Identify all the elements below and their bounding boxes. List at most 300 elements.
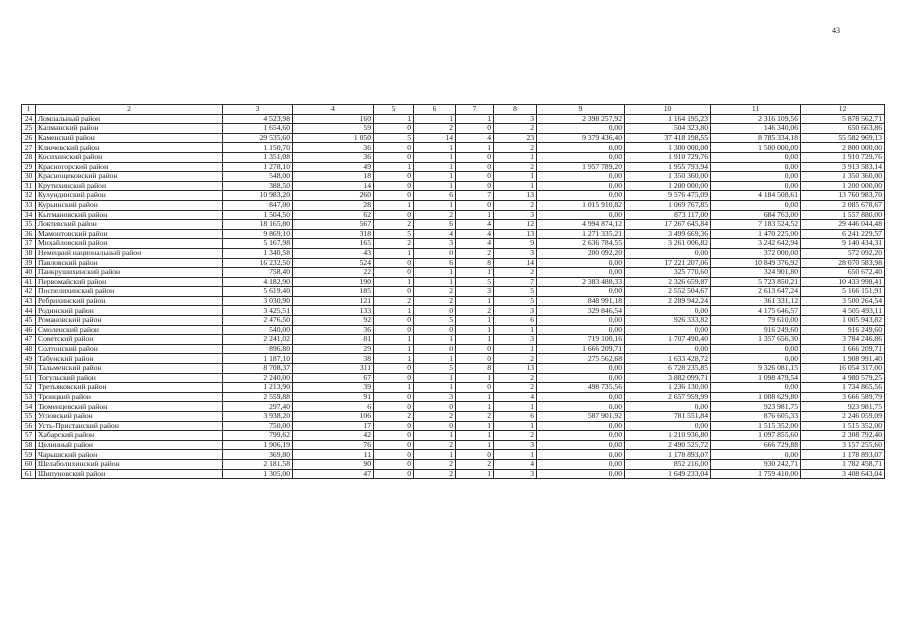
value-6-cell: 6 bbox=[414, 191, 456, 201]
value-3-cell: 18 165,80 bbox=[223, 220, 293, 230]
value-9-cell: 0,00 bbox=[537, 431, 625, 441]
value-10-cell: 926 333,82 bbox=[625, 316, 711, 326]
row-number-cell: 25 bbox=[22, 124, 36, 134]
value-4-cell: 81 bbox=[293, 335, 374, 345]
value-5-cell: 0 bbox=[374, 181, 414, 191]
table-row bbox=[22, 181, 885, 191]
table-row bbox=[22, 152, 885, 162]
value-4-cell: 91 bbox=[293, 392, 374, 402]
value-5-cell: 0 bbox=[374, 287, 414, 297]
value-3-cell: 1 340,58 bbox=[223, 248, 293, 258]
value-12-cell: 3 666 589,79 bbox=[801, 392, 885, 402]
value-4-cell: 36 bbox=[293, 143, 374, 153]
value-10-cell: 1 236 130,00 bbox=[625, 383, 711, 393]
value-5-cell: 1 bbox=[374, 354, 414, 364]
district-name-cell: Советский район bbox=[36, 335, 223, 345]
value-4-cell: 49 bbox=[293, 162, 374, 172]
value-5-cell: 0 bbox=[374, 459, 414, 469]
value-11-cell: 684 763,00 bbox=[711, 210, 801, 220]
row-number-cell: 54 bbox=[22, 402, 36, 412]
value-6-cell: 5 bbox=[414, 316, 456, 326]
value-7-cell: 0 bbox=[456, 450, 494, 460]
value-3-cell: 2 181,58 bbox=[223, 459, 293, 469]
value-7-cell: 1 bbox=[456, 440, 494, 450]
district-name-cell: Калманский район bbox=[36, 124, 223, 134]
value-8-cell: 2 bbox=[494, 124, 537, 134]
value-12-cell: 28 070 583,98 bbox=[801, 258, 885, 268]
row-number-cell: 38 bbox=[22, 248, 36, 258]
district-name-cell: Косихинский район bbox=[36, 152, 223, 162]
value-6-cell: 1 bbox=[414, 143, 456, 153]
value-6-cell: 1 bbox=[414, 450, 456, 460]
value-6-cell: 1 bbox=[414, 181, 456, 191]
value-9-cell: 0,00 bbox=[537, 325, 625, 335]
value-12-cell: 3 913 583,14 bbox=[801, 162, 885, 172]
column-header: 12 bbox=[801, 105, 885, 115]
value-7-cell: 0 bbox=[456, 344, 494, 354]
row-number-cell: 60 bbox=[22, 459, 36, 469]
value-3-cell: 3 030,90 bbox=[223, 296, 293, 306]
value-8-cell: 14 bbox=[494, 258, 537, 268]
value-6-cell: 6 bbox=[414, 220, 456, 230]
value-3-cell: 369,80 bbox=[223, 450, 293, 460]
table-row bbox=[22, 325, 885, 335]
value-6-cell: 1 bbox=[414, 373, 456, 383]
value-8-cell: 1 bbox=[494, 421, 537, 431]
value-8-cell: 7 bbox=[494, 277, 537, 287]
value-9-cell: 329 846,54 bbox=[537, 306, 625, 316]
value-8-cell: 4 bbox=[494, 392, 537, 402]
value-3-cell: 799,62 bbox=[223, 431, 293, 441]
table-row bbox=[22, 354, 885, 364]
row-number-cell: 49 bbox=[22, 354, 36, 364]
value-12-cell: 5 878 562,71 bbox=[801, 114, 885, 124]
district-name-cell: Тюменцевский район bbox=[36, 402, 223, 412]
value-8-cell: 2 bbox=[494, 373, 537, 383]
value-9-cell: 0,00 bbox=[537, 152, 625, 162]
value-7-cell: 8 bbox=[456, 258, 494, 268]
value-8-cell: 1 bbox=[494, 152, 537, 162]
value-7-cell: 1 bbox=[456, 402, 494, 412]
value-12-cell: 1 734 865,56 bbox=[801, 383, 885, 393]
value-11-cell: 0,00 bbox=[711, 450, 801, 460]
district-name-cell: Хабарский район bbox=[36, 431, 223, 441]
value-9-cell: 498 735,56 bbox=[537, 383, 625, 393]
table-row bbox=[22, 383, 885, 393]
value-4-cell: 14 bbox=[293, 181, 374, 191]
value-12-cell: 650 663,86 bbox=[801, 124, 885, 134]
row-number-cell: 42 bbox=[22, 287, 36, 297]
value-7-cell: 1 bbox=[456, 316, 494, 326]
value-5-cell: 1 bbox=[374, 200, 414, 210]
value-9-cell: 0,00 bbox=[537, 181, 625, 191]
value-8-cell: 13 bbox=[494, 229, 537, 239]
value-9-cell: 2 398 257,92 bbox=[537, 114, 625, 124]
value-9-cell: 0,00 bbox=[537, 287, 625, 297]
district-name-cell: Крутихинский район bbox=[36, 181, 223, 191]
value-4-cell: 18 bbox=[293, 172, 374, 182]
value-6-cell: 1 bbox=[414, 431, 456, 441]
value-4-cell: 17 bbox=[293, 421, 374, 431]
value-4-cell: 106 bbox=[293, 412, 374, 422]
value-10-cell: 1 164 195,23 bbox=[625, 114, 711, 124]
value-6-cell: 6 bbox=[414, 258, 456, 268]
value-4-cell: 62 bbox=[293, 210, 374, 220]
row-number-cell: 45 bbox=[22, 316, 36, 326]
table-row bbox=[22, 172, 885, 182]
value-12-cell: 16 054 317,00 bbox=[801, 364, 885, 374]
table-row bbox=[22, 287, 885, 297]
value-5-cell: 1 bbox=[374, 306, 414, 316]
value-10-cell: 852 216,00 bbox=[625, 459, 711, 469]
value-10-cell: 1 200 000,00 bbox=[625, 181, 711, 191]
row-number-cell: 52 bbox=[22, 383, 36, 393]
value-4-cell: 121 bbox=[293, 296, 374, 306]
value-3-cell: 1 351,08 bbox=[223, 152, 293, 162]
value-6-cell: 5 bbox=[414, 364, 456, 374]
value-9-cell: 0,00 bbox=[537, 191, 625, 201]
value-4-cell: 6 bbox=[293, 402, 374, 412]
value-10-cell: 0,00 bbox=[625, 325, 711, 335]
value-11-cell: 2 613 647,24 bbox=[711, 287, 801, 297]
table-row bbox=[22, 210, 885, 220]
value-8-cell: 3 bbox=[494, 306, 537, 316]
value-7-cell: 1 bbox=[456, 335, 494, 345]
value-12-cell: 1 666 209,71 bbox=[801, 344, 885, 354]
value-5-cell: 0 bbox=[374, 440, 414, 450]
value-12-cell: 2 246 059,09 bbox=[801, 412, 885, 422]
value-11-cell: 4 184 508,61 bbox=[711, 191, 801, 201]
value-7-cell: 8 bbox=[456, 364, 494, 374]
value-4-cell: 29 bbox=[293, 344, 374, 354]
value-10-cell: 1 955 793,94 bbox=[625, 162, 711, 172]
value-7-cell: 2 bbox=[456, 459, 494, 469]
value-3-cell: 896,80 bbox=[223, 344, 293, 354]
value-5-cell: 0 bbox=[374, 143, 414, 153]
value-7-cell: 0 bbox=[456, 383, 494, 393]
value-7-cell: 1 bbox=[456, 469, 494, 479]
value-3-cell: 1 504,50 bbox=[223, 210, 293, 220]
value-6-cell: 1 bbox=[414, 114, 456, 124]
column-header: 9 bbox=[537, 105, 625, 115]
table-row bbox=[22, 364, 885, 374]
value-11-cell: 0,00 bbox=[711, 383, 801, 393]
value-3-cell: 4 523,98 bbox=[223, 114, 293, 124]
value-10-cell: 0,00 bbox=[625, 402, 711, 412]
value-12-cell: 2 308 792,40 bbox=[801, 431, 885, 441]
value-7-cell: 7 bbox=[456, 191, 494, 201]
value-7-cell: 1 bbox=[456, 296, 494, 306]
row-number-cell: 29 bbox=[22, 162, 36, 172]
value-9-cell: 0,00 bbox=[537, 421, 625, 431]
value-11-cell: 923 981,75 bbox=[711, 402, 801, 412]
value-12-cell: 2 800 000,00 bbox=[801, 143, 885, 153]
table-row bbox=[22, 268, 885, 278]
value-8-cell: 1 bbox=[494, 172, 537, 182]
value-4-cell: 318 bbox=[293, 229, 374, 239]
value-7-cell: 0 bbox=[456, 162, 494, 172]
table-row bbox=[22, 402, 885, 412]
value-10-cell: 2 326 659,87 bbox=[625, 277, 711, 287]
value-3-cell: 750,00 bbox=[223, 421, 293, 431]
value-12-cell: 4 980 579,25 bbox=[801, 373, 885, 383]
value-5-cell: 2 bbox=[374, 296, 414, 306]
value-5-cell: 0 bbox=[374, 469, 414, 479]
value-9-cell: 0,00 bbox=[537, 450, 625, 460]
value-11-cell: 1 357 656,30 bbox=[711, 335, 801, 345]
district-name-cell: Мамонтовский район bbox=[36, 229, 223, 239]
value-6-cell: 2 bbox=[414, 459, 456, 469]
value-5-cell: 0 bbox=[374, 402, 414, 412]
value-5-cell: 0 bbox=[374, 124, 414, 134]
value-6-cell: 4 bbox=[414, 229, 456, 239]
district-name-cell: Смоленский район bbox=[36, 325, 223, 335]
value-4-cell: 185 bbox=[293, 287, 374, 297]
value-9-cell: 0,00 bbox=[537, 364, 625, 374]
value-3-cell: 2 476,50 bbox=[223, 316, 293, 326]
value-9-cell: 1 666 209,71 bbox=[537, 344, 625, 354]
value-10-cell: 873 117,00 bbox=[625, 210, 711, 220]
row-number-cell: 61 bbox=[22, 469, 36, 479]
value-5-cell: 1 bbox=[374, 248, 414, 258]
value-11-cell: 0,00 bbox=[711, 354, 801, 364]
value-12-cell: 1 910 729,76 bbox=[801, 152, 885, 162]
table-row bbox=[22, 162, 885, 172]
row-number-cell: 56 bbox=[22, 421, 36, 431]
value-12-cell: 1 515 352,00 bbox=[801, 421, 885, 431]
value-12-cell: 1 200 000,00 bbox=[801, 181, 885, 191]
column-header: 11 bbox=[711, 105, 801, 115]
value-10-cell: 3 499 669,36 bbox=[625, 229, 711, 239]
value-5-cell: 0 bbox=[374, 268, 414, 278]
district-name-cell: Ребрихинский район bbox=[36, 296, 223, 306]
value-10-cell: 1 707 490,40 bbox=[625, 335, 711, 345]
value-11-cell: 1 500 000,00 bbox=[711, 143, 801, 153]
district-name-cell: Солтонский район bbox=[36, 344, 223, 354]
district-name-cell: Романовский район bbox=[36, 316, 223, 326]
district-name-cell: Кытмановский район bbox=[36, 210, 223, 220]
value-12-cell: 5 166 151,91 bbox=[801, 287, 885, 297]
value-10-cell: 37 418 198,55 bbox=[625, 133, 711, 143]
row-number-cell: 28 bbox=[22, 152, 36, 162]
value-11-cell: 1 008 629,80 bbox=[711, 392, 801, 402]
value-4-cell: 160 bbox=[293, 114, 374, 124]
table-row bbox=[22, 316, 885, 326]
value-3-cell: 1 187,10 bbox=[223, 354, 293, 364]
value-6-cell: 0 bbox=[414, 248, 456, 258]
value-9-cell: 1 271 335,21 bbox=[537, 229, 625, 239]
table-row bbox=[22, 412, 885, 422]
column-header: 10 bbox=[625, 105, 711, 115]
row-number-cell: 36 bbox=[22, 229, 36, 239]
value-7-cell: 4 bbox=[456, 133, 494, 143]
value-8-cell: 3 bbox=[494, 210, 537, 220]
value-10-cell: 0,00 bbox=[625, 421, 711, 431]
table-row bbox=[22, 143, 885, 153]
value-11-cell: 916 249,60 bbox=[711, 325, 801, 335]
district-name-cell: Поспелихинский район bbox=[36, 287, 223, 297]
value-11-cell: 876 605,33 bbox=[711, 412, 801, 422]
value-11-cell: 146 340,06 bbox=[711, 124, 801, 134]
district-name-cell: Первомайский район bbox=[36, 277, 223, 287]
value-7-cell: 0 bbox=[456, 354, 494, 364]
row-number-cell: 33 bbox=[22, 200, 36, 210]
value-6-cell: 1 bbox=[414, 354, 456, 364]
value-7-cell: 3 bbox=[456, 287, 494, 297]
value-3-cell: 2 559,88 bbox=[223, 392, 293, 402]
value-5-cell: 0 bbox=[374, 191, 414, 201]
value-10-cell: 1 910 729,76 bbox=[625, 152, 711, 162]
value-3-cell: 388,50 bbox=[223, 181, 293, 191]
row-number-cell: 31 bbox=[22, 181, 36, 191]
value-8-cell: 1 bbox=[494, 181, 537, 191]
value-10-cell: 325 770,60 bbox=[625, 268, 711, 278]
value-7-cell: 2 bbox=[456, 248, 494, 258]
table-row bbox=[22, 392, 885, 402]
value-5-cell: 5 bbox=[374, 229, 414, 239]
column-header: 7 bbox=[456, 105, 494, 115]
district-name-cell: Тогульский район bbox=[36, 373, 223, 383]
value-4-cell: 190 bbox=[293, 277, 374, 287]
value-4-cell: 92 bbox=[293, 316, 374, 326]
row-number-cell: 34 bbox=[22, 210, 36, 220]
value-6-cell: 0 bbox=[414, 402, 456, 412]
row-number-cell: 58 bbox=[22, 440, 36, 450]
value-11-cell: 372 000,00 bbox=[711, 248, 801, 258]
value-9-cell: 2 636 784,55 bbox=[537, 239, 625, 249]
district-name-cell: Чарышский район bbox=[36, 450, 223, 460]
value-8-cell: 12 bbox=[494, 220, 537, 230]
value-9-cell: 0,00 bbox=[537, 373, 625, 383]
value-10-cell: 1 350 360,00 bbox=[625, 172, 711, 182]
value-5-cell: 0 bbox=[374, 421, 414, 431]
district-name-cell: Павловский район bbox=[36, 258, 223, 268]
value-11-cell: 5 723 850,21 bbox=[711, 277, 801, 287]
value-3-cell: 540,00 bbox=[223, 325, 293, 335]
row-number-cell: 47 bbox=[22, 335, 36, 345]
value-6-cell: 0 bbox=[414, 421, 456, 431]
row-number-cell: 26 bbox=[22, 133, 36, 143]
value-4-cell: 43 bbox=[293, 248, 374, 258]
value-10-cell: 1 069 767,85 bbox=[625, 200, 711, 210]
value-9-cell: 0,00 bbox=[537, 258, 625, 268]
value-5-cell: 1 bbox=[374, 335, 414, 345]
value-8-cell: 2 bbox=[494, 268, 537, 278]
value-8-cell: 4 bbox=[494, 459, 537, 469]
district-name-cell: Третьяковский район bbox=[36, 383, 223, 393]
value-12-cell: 916 249,60 bbox=[801, 325, 885, 335]
column-header: 3 bbox=[223, 105, 293, 115]
value-12-cell: 1 350 360,00 bbox=[801, 172, 885, 182]
table-row bbox=[22, 200, 885, 210]
data-table bbox=[21, 104, 885, 479]
value-8-cell: 1 bbox=[494, 325, 537, 335]
value-10-cell: 1 649 233,04 bbox=[625, 469, 711, 479]
value-11-cell: 10 849 376,92 bbox=[711, 258, 801, 268]
value-12-cell: 6 241 229,57 bbox=[801, 229, 885, 239]
value-8-cell: 3 bbox=[494, 248, 537, 258]
value-8-cell: 13 bbox=[494, 364, 537, 374]
value-5-cell: 0 bbox=[374, 210, 414, 220]
table-row bbox=[22, 459, 885, 469]
row-number-cell: 41 bbox=[22, 277, 36, 287]
value-9-cell: 1 015 910,82 bbox=[537, 200, 625, 210]
value-10-cell: 504 323,80 bbox=[625, 124, 711, 134]
district-name-cell: Троицкий район bbox=[36, 392, 223, 402]
value-9-cell: 200 092,20 bbox=[537, 248, 625, 258]
value-12-cell: 29 446 044,48 bbox=[801, 220, 885, 230]
value-5-cell: 0 bbox=[374, 325, 414, 335]
value-6-cell: 0 bbox=[414, 325, 456, 335]
value-12-cell: 923 981,75 bbox=[801, 402, 885, 412]
district-name-cell: Курьинский район bbox=[36, 200, 223, 210]
value-9-cell: 2 383 488,33 bbox=[537, 277, 625, 287]
value-4-cell: 47 bbox=[293, 469, 374, 479]
row-number-cell: 51 bbox=[22, 373, 36, 383]
value-3-cell: 548,00 bbox=[223, 172, 293, 182]
row-number-cell: 27 bbox=[22, 143, 36, 153]
value-3-cell: 3 938,20 bbox=[223, 412, 293, 422]
table-row bbox=[22, 248, 885, 258]
district-name-cell: Панкрушихинский район bbox=[36, 268, 223, 278]
table-row bbox=[22, 431, 885, 441]
value-4-cell: 42 bbox=[293, 431, 374, 441]
value-4-cell: 22 bbox=[293, 268, 374, 278]
value-9-cell: 719 100,16 bbox=[537, 335, 625, 345]
value-3-cell: 1 278,10 bbox=[223, 162, 293, 172]
value-11-cell: 8 785 334,18 bbox=[711, 133, 801, 143]
value-11-cell: 4 175 646,57 bbox=[711, 306, 801, 316]
table-row bbox=[22, 421, 885, 431]
value-12-cell: 1 908 991,40 bbox=[801, 354, 885, 364]
table-row bbox=[22, 469, 885, 479]
value-7-cell: 5 bbox=[456, 277, 494, 287]
value-12-cell: 1 782 458,71 bbox=[801, 459, 885, 469]
value-5-cell: 1 bbox=[374, 277, 414, 287]
value-11-cell: 930 242,71 bbox=[711, 459, 801, 469]
value-6-cell: 2 bbox=[414, 296, 456, 306]
value-8-cell: 2 bbox=[494, 431, 537, 441]
row-number-cell: 59 bbox=[22, 450, 36, 460]
value-6-cell: 3 bbox=[414, 392, 456, 402]
value-7-cell: 4 bbox=[456, 220, 494, 230]
value-7-cell: 1 bbox=[456, 373, 494, 383]
district-name-cell: Шипуновский район bbox=[36, 469, 223, 479]
row-number-cell: 50 bbox=[22, 364, 36, 374]
value-11-cell: 324 901,80 bbox=[711, 268, 801, 278]
value-6-cell: 2 bbox=[414, 412, 456, 422]
value-7-cell: 0 bbox=[456, 172, 494, 182]
value-3-cell: 1 305,00 bbox=[223, 469, 293, 479]
value-11-cell: 1 470 225,00 bbox=[711, 229, 801, 239]
value-3-cell: 5 619,40 bbox=[223, 287, 293, 297]
value-9-cell: 0,00 bbox=[537, 459, 625, 469]
value-10-cell: 0,00 bbox=[625, 306, 711, 316]
value-4-cell: 165 bbox=[293, 239, 374, 249]
value-12-cell: 55 582 969,13 bbox=[801, 133, 885, 143]
value-8-cell: 3 bbox=[494, 335, 537, 345]
table-row bbox=[22, 335, 885, 345]
value-11-cell: 0,00 bbox=[711, 162, 801, 172]
value-4-cell: 67 bbox=[293, 373, 374, 383]
row-number-cell: 35 bbox=[22, 220, 36, 230]
value-9-cell: 848 991,18 bbox=[537, 296, 625, 306]
value-12-cell: 3 784 246,86 bbox=[801, 335, 885, 345]
value-9-cell: 0,00 bbox=[537, 392, 625, 402]
table-row bbox=[22, 373, 885, 383]
value-7-cell: 1 bbox=[456, 421, 494, 431]
value-9-cell: 0,00 bbox=[537, 316, 625, 326]
